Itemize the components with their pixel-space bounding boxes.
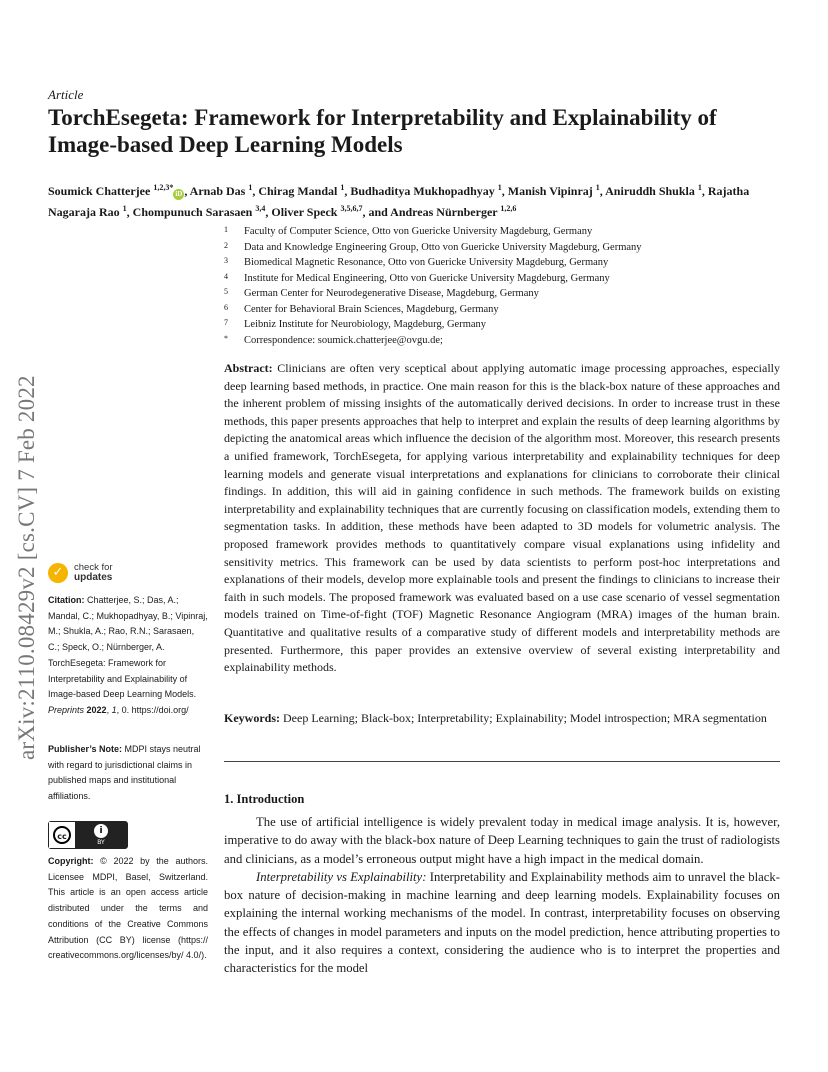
citation-label: Citation: (48, 595, 85, 605)
affiliation-item (224, 240, 784, 256)
author-affiliation-sup: 1,2,3* (153, 183, 174, 192)
affiliation-text: Correspondence: soumick.chatterjee@ovgu.de; (244, 334, 443, 346)
author-name: and Andreas Nürnberger (368, 205, 501, 219)
citation-rest: , 0. https://doi.org/ (116, 704, 189, 715)
author-affiliation-sup: 1 (697, 183, 702, 192)
affiliation-text: Leibniz Institute for Neurobiology, Magdeburg, Germany (244, 319, 487, 330)
introduction-body (224, 813, 780, 978)
citation-year: 2022 (86, 704, 107, 715)
abstract-label: Abstract: (224, 361, 273, 375)
affiliation-item (224, 333, 784, 349)
cc-by-license-icon[interactable] (48, 821, 128, 849)
copyright-block (48, 854, 208, 964)
abstract-text: Clinicians are often very sceptical about applying automatic image processing approaches, especially deep learning based methods, in practice. One main reason for this is the black-box nature of these approaches and the inherent problem of missing insights of the automatically derived decisions. In order to increase trust in these methods, this paper presents approaches that help to interpret and explain the results of deep learning algorithms by depicting the anatomical areas which influence the decision of the algorithm most. Moreover, this research presents a unified framework, TorchEsegeta, for applying various interpretability and explainability techniques for deep learning models and generate visual interpretations and explanations for clinicians to corroborate their clinical findings. In addition, this will aid in gaining confidence in such methods. The framework builds on existing interpretability and explainability techniques that are currently focusing on classification models, extending them to segmentation tasks. In addition, these methods have been adapted to 3D models for volumetric analysis. The proposed framework provides methods to quantitatively compare visual explanations using infidelity and sensitivity metrics. This framework can be used by data scientists to perform post-hoc interpretations and explanations of their models, develop more explainable tools and present the findings to clinicians to increase their faith in such models. The proposed framework was evaluated based on a use case scenario of vessel segmentation models trained on Time-of-fight (TOF) Magnetic Resonance Angiogram (MRA) images of the human brain. Quantitative and qualitative results of a comparative study of different models and interpretability methods are presented. Furthermore, this paper provides an extensive overview of several existing interpretability and explainability methods. (224, 361, 780, 675)
affiliation-number: 2 (224, 240, 228, 250)
author-affiliation-sup: 3,5,6,7 (340, 204, 363, 213)
person-icon: i (94, 824, 108, 838)
affiliation-text: Institute for Medical Engineering, Otto von Guericke University Magdeburg, Germany (244, 272, 610, 284)
affiliation-item (224, 271, 784, 287)
cc-icon: cc (53, 826, 71, 844)
cc-by-label: BY (97, 839, 105, 846)
author-affiliation-sup: 1 (595, 183, 600, 192)
publisher-note (48, 742, 208, 805)
author-name: Budhaditya Mukhopadhyay (350, 184, 498, 198)
author-affiliation-sup: 1 (497, 183, 502, 192)
intro-italic-lead: Interpretability vs Explainability: (256, 869, 427, 884)
affiliation-item (224, 224, 784, 240)
arxiv-stamp-container (12, 290, 46, 760)
author-name: Oliver Speck (271, 205, 341, 219)
article-type: Article (48, 87, 84, 102)
author-affiliation-sup: 1 (340, 183, 345, 192)
publisher-label: Publisher’s Note: (48, 744, 123, 754)
author-name: Soumick Chatterjee (48, 184, 154, 198)
copyright-label: Copyright: (48, 856, 94, 866)
author-list: Soumick Chatterjee $^{1,2,3*}$iD , Arnab Das $^1$, Chirag Mandal $^1$, Budhaditya Mukhopadhyay $^1$, Manish Vipinraj $^1$, Aniruddh Shukla $^1$, Rajatha Nagaraja Rao $^1$, Chompunuch Sarasaen $^{3,4}$, Oliver Speck $^{3,5,6,7}$, and Andreas Nürnberger $^{1,2,6}$ (48, 183, 750, 219)
affiliation-text: Faculty of Computer Science, Otto von Guericke University Magdeburg, Germany (244, 226, 593, 237)
affiliation-number: 3 (224, 256, 228, 265)
author-name: Aniruddh Shukla (605, 184, 698, 198)
arxiv-stamp: arXiv:2110.08429v2 [cs.CV] 7 Feb 2022 (14, 375, 39, 760)
check-for-updates-badge[interactable] (48, 563, 113, 583)
affiliation-item (224, 286, 784, 302)
copyright-text: © 2022 by the authors. Licensee MDPI, Basel, Switzerland. This article is an open access article distributed under the terms and conditions of the Creative Commons Attribution (CC BY) license (https:// creativecommons.org/licenses/by/ 4.0/). (48, 856, 208, 961)
citation-text: Chatterjee, S.; Das, A.; Mandal, C.; Mukhopadhyay, B.; Vipinraj, M.; Shukla, A.; Rao, R.N.; Sarasaen, C.; Speck, O.; Nürnberger, A. TorchEsegeta: Framework for Interpretability and Explainability of Image-based Deep Learning Models. (48, 595, 208, 700)
affiliation-number: 1 (224, 225, 228, 234)
author-affiliation-sup: 1 (248, 183, 253, 192)
citation-journal: Preprints (48, 704, 85, 715)
citation-volume: 1 (111, 704, 117, 715)
author-affiliation-sup: 1,2,6 (500, 204, 517, 213)
citation-block: Citation: Chatterjee, S.; Das, A.; Mandal, C.; Mukhopadhyay, B.; Vipinraj, M.; Shukla, A.; Rao, R.N.; Sarasaen, C.; Speck, O.; Nürnberger, A. TorchEsegeta: Framework for Interpretability and Explainability of Image-based Deep Learning Models. Preprints 2022, 1, 0. https://doi.org/ (48, 595, 208, 715)
affiliation-number: 6 (224, 302, 228, 312)
affiliations (224, 224, 784, 348)
affiliation-text: Data and Knowledge Engineering Group, Otto von Guericke University Magdeburg, Germany (244, 241, 642, 253)
intro-paragraph: The use of artificial intelligence is widely prevalent today in medical image analysis. It is, however, imperative to do away with the black-box nature of Deep Learning techniques to gain the trust of radiologists and clinicians, as a model’s erroneous output might have a high impact in the medical domain. (224, 815, 780, 866)
affiliation-item (224, 317, 784, 333)
author-name: Manish Vipinraj (507, 184, 596, 198)
keywords-text: Deep Learning; Black-box; Interpretability; Explainability; Model introspection; MRA segmentation (283, 711, 767, 725)
intro-paragraph-text: Interpretability and Explainability methods aim to unravel the black-box nature of decision-making in machine learning and deep learning models. Explainability focuses on explaining the internal working mechanisms of the model. In contrast, interpretability focuses on observing the effects of changes in model parameters and inputs on the model prediction, hence attributing properties to the input, and it also requires a context, considering the audience who is to interpret the properties and characteristics for the model (224, 869, 780, 976)
author-name: Chirag Mandal (258, 184, 341, 198)
affiliation-number: * (224, 333, 228, 343)
author-affiliation-sup: 3,4 (255, 204, 266, 213)
orcid-icon[interactable]: iD (175, 190, 183, 198)
affiliation-text: Center for Behavioral Brain Sciences, Magdeburg, Germany (244, 303, 499, 315)
intro-paragraph (224, 868, 780, 978)
author-name: Chompunuch Sarasaen (132, 205, 256, 219)
abstract (224, 360, 780, 677)
authors (48, 179, 788, 221)
affiliation-item (224, 302, 784, 318)
affiliation-number: 5 (224, 287, 228, 296)
affiliation-number: 7 (224, 318, 228, 327)
affiliation-text: Biomedical Magnetic Resonance, Otto von Guericke University Magdeburg, Germany (244, 257, 609, 268)
section-heading: 1. Introduction (224, 792, 305, 806)
check-icon: ✓ (48, 563, 68, 583)
author-affiliation-sup: 1 (122, 204, 127, 213)
keywords-label: Keywords: (224, 711, 280, 725)
author-name: Rajatha Nagaraja Rao (48, 184, 750, 219)
check-line2: updates (74, 572, 113, 583)
affiliation-item (224, 255, 784, 271)
divider (224, 761, 780, 762)
publisher-text: MDPI stays neutral with regard to jurisdictional claims in published maps and institutional affiliations. (48, 744, 201, 802)
paper-title: TorchEsegeta: Framework for Interpretability and Explainability of Image-based Deep Learning Models (48, 105, 717, 157)
affiliation-text: German Center for Neurodegenerative Disease, Magdeburg, Germany (244, 288, 539, 299)
keywords (224, 710, 780, 728)
check-line1: check for (74, 562, 113, 573)
author-name: Arnab Das (189, 184, 249, 198)
affiliation-number: 4 (224, 271, 228, 281)
